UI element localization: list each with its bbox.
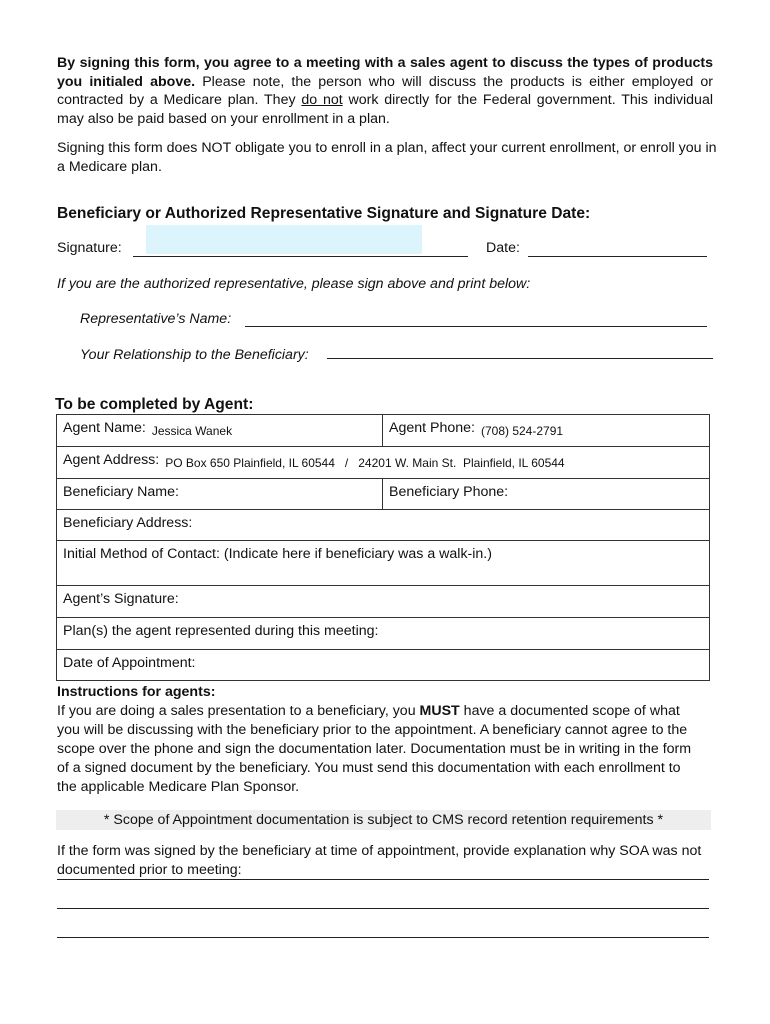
agent-section-heading: To be completed by Agent: xyxy=(55,396,254,413)
consent-text-1: Please note, the person who will discuss the products is either employed or contracted by a Medicare plan. They xyxy=(57,73,713,109)
agent-address-label: Agent Address: xyxy=(63,452,160,468)
explanation-line-1[interactable] xyxy=(57,879,709,880)
agent-phone-cell[interactable] xyxy=(383,415,710,447)
representative-note: If you are the authorized representative, please sign above and print below: xyxy=(57,276,531,292)
plans-cell[interactable] xyxy=(57,618,710,650)
instructions-paragraph xyxy=(57,702,697,797)
signature-heading: Beneficiary or Authorized Representative Signature and Signature Date: xyxy=(57,205,591,222)
agent-signature-cell[interactable] xyxy=(57,586,710,618)
plans-label: Plan(s) the agent represented during this meeting: xyxy=(63,623,379,639)
agent-phone-label: Agent Phone: xyxy=(389,420,475,436)
representative-name-line[interactable] xyxy=(245,326,707,327)
date-label: Date: xyxy=(486,240,520,256)
beneficiary-address-cell[interactable] xyxy=(57,510,710,541)
beneficiary-name-label: Beneficiary Name: xyxy=(63,484,179,500)
signature-line xyxy=(133,256,468,257)
instructions-bold: MUST xyxy=(419,703,460,719)
appointment-date-cell[interactable] xyxy=(57,650,710,681)
beneficiary-phone-cell[interactable] xyxy=(383,479,710,510)
beneficiary-phone-label: Beneficiary Phone: xyxy=(389,484,509,500)
explanation-prompt: If the form was signed by the beneficiary at time of appointment, provide explanation why SOA was not documented prior to meeting: xyxy=(57,843,702,878)
agent-signature-label: Agent’s Signature: xyxy=(63,591,179,607)
instructions-text-1: If you are doing a sales presentation to a beneficiary, you xyxy=(57,703,420,719)
initial-contact-label: Initial Method of Contact: (Indicate here if beneficiary was a walk-in.) xyxy=(63,546,492,562)
beneficiary-name-cell[interactable] xyxy=(57,479,383,510)
agent-table xyxy=(56,414,710,681)
consent-paragraph xyxy=(57,54,713,128)
relationship-line[interactable] xyxy=(327,358,713,359)
obligation-paragraph: Signing this form does NOT obligate you to enroll in a plan, affect your current enrollment, or enroll you in a Medicare plan. xyxy=(57,140,717,175)
date-line[interactable] xyxy=(528,256,707,257)
explanation-line-2[interactable] xyxy=(57,908,709,909)
appointment-date-label: Date of Appointment: xyxy=(63,655,196,671)
initial-contact-cell[interactable] xyxy=(57,541,710,586)
agent-address-cell[interactable] xyxy=(57,447,710,479)
explanation-line-3[interactable] xyxy=(57,937,709,938)
consent-underlined: do not xyxy=(301,92,343,109)
signature-label: Signature: xyxy=(57,240,122,256)
beneficiary-address-label: Beneficiary Address: xyxy=(63,515,193,531)
agent-address-value: PO Box 650 Plainfield, IL 60544 / 24201 W. Main St. Plainfield, IL 60544 xyxy=(165,456,565,470)
signature-input-field[interactable] xyxy=(146,225,422,254)
consent-bold-lead: By signing this form, you agree to a meeting with a sales agent to discuss the types of products you initialed above. xyxy=(57,55,713,90)
agent-name-value: Jessica Wanek xyxy=(151,424,233,438)
retention-notice: * Scope of Appointment documentation is subject to CMS record retention requirements * xyxy=(56,810,711,830)
agent-phone-value: (708) 524-2791 xyxy=(480,424,564,438)
relationship-label: Your Relationship to the Beneficiary: xyxy=(80,347,309,363)
representative-name-label: Representative’s Name: xyxy=(80,311,232,327)
instructions-heading: Instructions for agents: xyxy=(57,684,216,700)
agent-name-label: Agent Name: xyxy=(63,420,146,436)
instructions-text-2: have a documented scope of what you will be discussing with the beneficiary prior to the appointment. A beneficiary cannot agree to the scope over the phone and sign the documentation later. Documentation must be in writing in the form of a signed document by the beneficiary. You must send this documentation with each enrollment to the applicable Medicare Plan Sponsor. xyxy=(57,703,692,795)
agent-name-cell[interactable] xyxy=(57,415,383,447)
consent-text-2: work directly for the Federal government. This individual may also be paid based on your enrollment in a plan. xyxy=(57,92,713,127)
